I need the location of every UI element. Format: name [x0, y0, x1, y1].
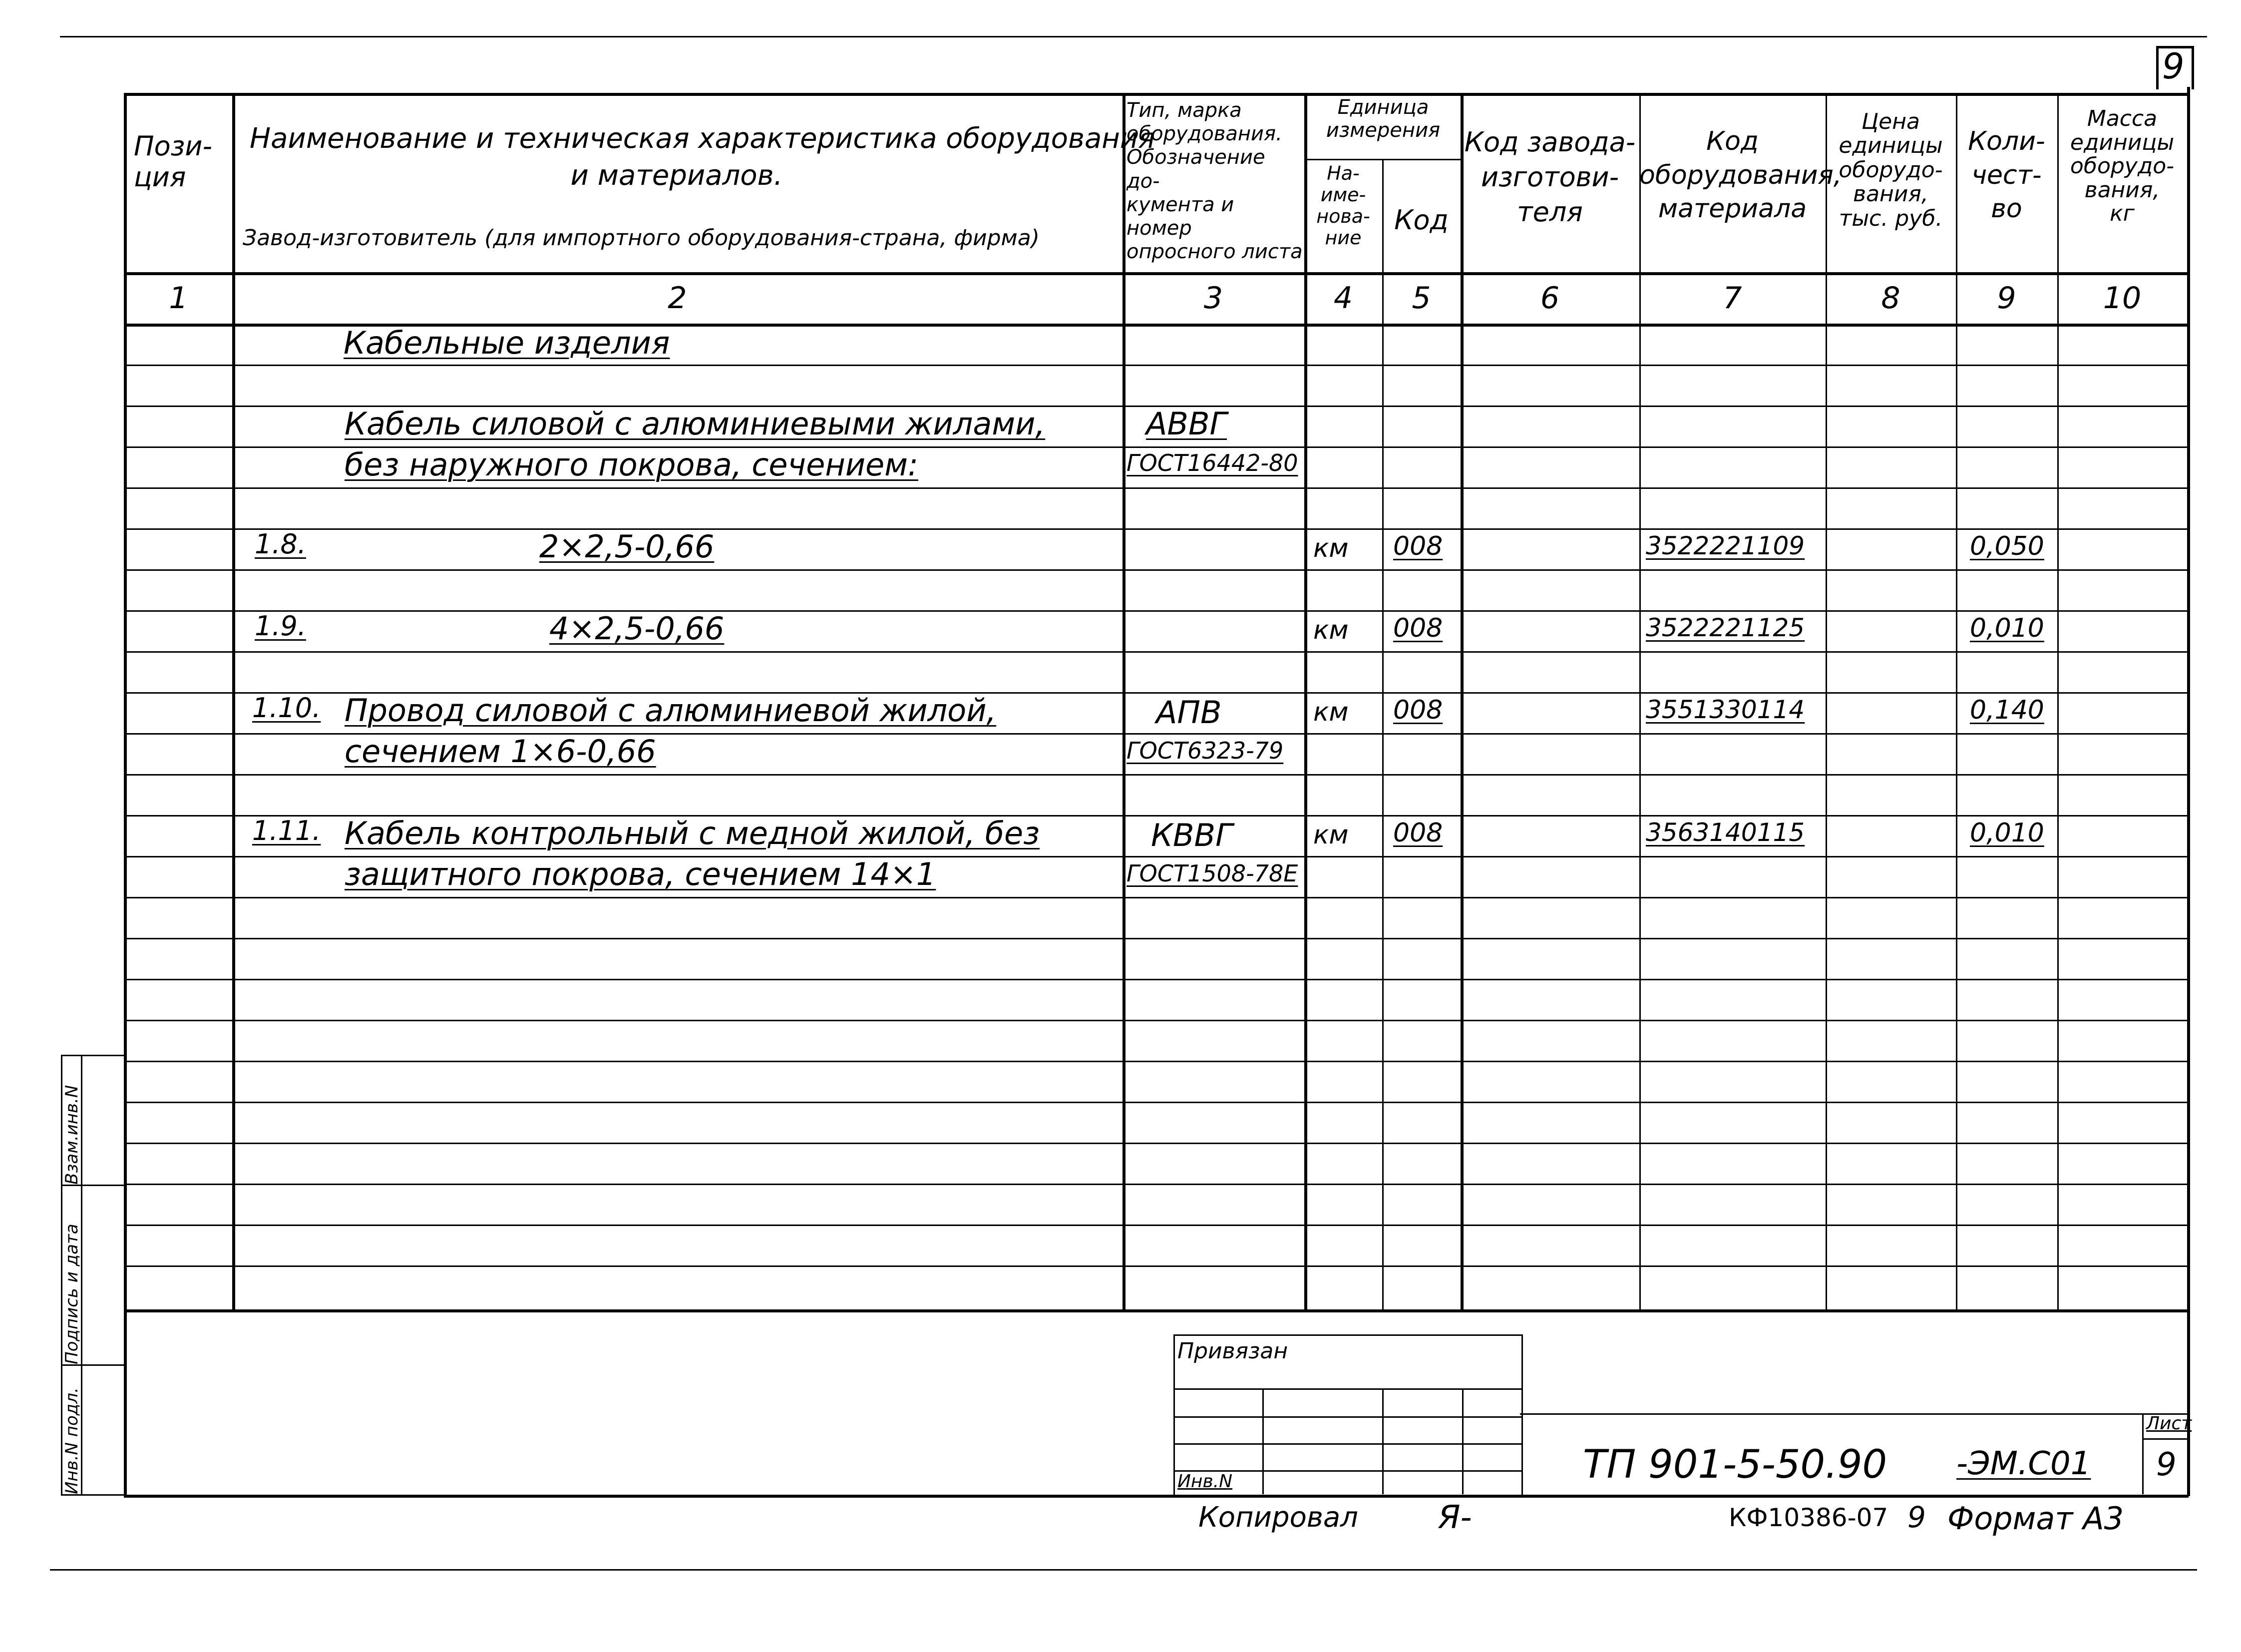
row-name: защитного покрова, сечением 14×1	[345, 856, 936, 892]
row-position: 1.9.	[255, 610, 307, 642]
row-line	[124, 1225, 2189, 1226]
frame-right	[2187, 87, 2190, 1496]
row-quantity: 0,140	[1970, 695, 2044, 725]
header-unit-code: Код	[1394, 204, 1449, 236]
row-position: 1.8.	[255, 528, 307, 560]
document-code: ТП 901-5-50.90	[1583, 1442, 1887, 1487]
row-line	[124, 979, 2189, 980]
col-number-10: 10	[2103, 281, 2142, 316]
stamp-line	[1173, 1443, 1521, 1445]
header-mass: Масса единицы оборудо- вания, кг	[2070, 106, 2175, 227]
row-line	[124, 1020, 2189, 1021]
row-unit-code: 008	[1393, 613, 1443, 643]
col-number-5: 5	[1412, 281, 1431, 316]
row-name: сечением 1×6-0,66	[345, 733, 656, 770]
copier-signature: Я-	[1438, 1499, 1472, 1536]
sheet-list-number: 9	[2156, 1446, 2177, 1483]
order-number: КФ10386-07	[1729, 1503, 1888, 1532]
inv-label: Инв.N	[1177, 1471, 1233, 1492]
row-position: 1.10.	[252, 692, 321, 724]
row-name: Провод силовой с алюминиевой жилой,	[345, 692, 997, 729]
document-suffix: -ЭМ.С01	[1956, 1445, 2091, 1482]
frame-top	[124, 93, 2189, 96]
row-line	[124, 897, 2189, 898]
row-quantity: 0,010	[1970, 613, 2044, 643]
col-line-1	[232, 93, 235, 1311]
row-name: 4×2,5-0,66	[549, 610, 725, 647]
row-line	[124, 365, 2189, 366]
header-plant-code: Код завода- изготови- теля	[1464, 126, 1636, 228]
bind-stamp-label: Привязан	[1177, 1338, 1288, 1364]
row-equipment-code: 3522221109	[1646, 531, 1805, 560]
side-stamp-bottom	[61, 1494, 124, 1496]
sheet-list-label: Лист	[2146, 1413, 2192, 1434]
top-cut-line	[60, 36, 2207, 37]
col-line-4	[1382, 159, 1384, 1311]
col-line-7	[1826, 93, 1827, 1311]
row-type: ГОСТ16442-80	[1126, 449, 1298, 476]
col-number-6: 6	[1540, 281, 1560, 316]
row-name: 2×2,5-0,66	[539, 528, 715, 565]
header-equipment-code: Код оборудования, материала	[1639, 126, 1842, 224]
header-type: Тип, марка оборудования. Обозначение до- кумента и номер опросного листа	[1126, 99, 1303, 264]
row-type: ГОСТ1508-78Е	[1126, 860, 1298, 887]
row-line	[124, 610, 2189, 612]
sheet-format: Формат А3	[1947, 1500, 2124, 1537]
row-line	[124, 938, 2189, 939]
row-equipment-code: 3563140115	[1646, 818, 1805, 847]
side-stamp-sep	[61, 1185, 124, 1186]
row-unit: км	[1313, 615, 1349, 645]
col-line-3	[1304, 93, 1307, 1311]
col-number-3: 3	[1203, 281, 1223, 316]
row-name: Кабель контрольный с медной жилой, без	[345, 815, 1040, 851]
row-quantity: 0,010	[1970, 818, 2044, 848]
header-unit-name: На- име- нова- ние	[1316, 162, 1370, 249]
col-number-7: 7	[1723, 281, 1742, 316]
stamp-line	[1382, 1388, 1384, 1494]
list-col-line	[2142, 1413, 2144, 1494]
section-title: Кабельные изделия	[344, 325, 670, 361]
row-line	[124, 487, 2189, 489]
row-name: без наружного покрова, сечением:	[345, 446, 918, 483]
header-unit-group: Единица измерения	[1326, 96, 1441, 142]
header-quantity: Коли- чест- во	[1968, 126, 2045, 224]
row-unit: км	[1313, 820, 1349, 850]
row-type: АВВГ	[1146, 406, 1227, 442]
col-number-4: 4	[1333, 281, 1353, 316]
col-number-8: 8	[1881, 281, 1900, 316]
frame-bottom	[124, 1495, 2189, 1498]
row-unit: км	[1313, 533, 1349, 563]
side-stamp-sep	[61, 1364, 124, 1366]
row-type: АПВ	[1156, 694, 1222, 731]
row-unit-code: 008	[1393, 695, 1443, 725]
bottom-cut-line	[50, 1569, 2197, 1571]
copied-by-label: Копировал	[1198, 1501, 1358, 1534]
header-name-line3: Завод-изготовитель (для импортного оборудования-страна, фирма)	[243, 225, 1040, 251]
row-line	[124, 774, 2189, 776]
row-line	[124, 1143, 2189, 1144]
col-line-9	[2057, 93, 2059, 1311]
row-equipment-code: 3551330114	[1646, 695, 1805, 724]
stamp-line	[1173, 1388, 1521, 1390]
col-line-8	[1956, 93, 1957, 1311]
row-position: 1.11.	[252, 815, 321, 846]
unit-group-line	[1304, 159, 1461, 160]
row-unit-code: 008	[1393, 531, 1443, 561]
row-line	[124, 651, 2189, 653]
corner-sheet-number: 9	[2162, 46, 2185, 87]
stamp-line	[1262, 1388, 1264, 1494]
stamp-line	[1173, 1416, 1521, 1418]
row-unit-code: 008	[1393, 818, 1443, 848]
row-equipment-code: 3522221125	[1646, 613, 1805, 642]
row-line	[124, 569, 2189, 571]
header-name-line2: и материалов.	[570, 159, 783, 192]
row-unit: км	[1313, 697, 1349, 727]
row-line	[124, 1184, 2189, 1185]
col-number-2: 2	[668, 281, 687, 316]
side-stamp-top	[61, 1055, 124, 1056]
col-line-2	[1122, 93, 1125, 1311]
row-line	[124, 1265, 2189, 1267]
row-quantity: 0,050	[1970, 531, 2044, 561]
header-bottom-line	[124, 272, 2189, 275]
row-line	[124, 528, 2189, 530]
col-number-9: 9	[1997, 281, 2016, 316]
col-number-1: 1	[169, 281, 188, 316]
row-line	[124, 1102, 2189, 1103]
title-block-top	[1520, 1413, 2189, 1415]
list-label-line	[2142, 1438, 2189, 1440]
stamp-line	[1462, 1388, 1464, 1494]
order-sheet-number: 9	[1907, 1500, 1926, 1534]
table-bottom-line	[124, 1309, 2189, 1312]
row-name: Кабель силовой с алюминиевыми жилами,	[345, 406, 1046, 442]
col-line-5	[1461, 93, 1464, 1311]
row-type: ГОСТ6323-79	[1126, 737, 1284, 764]
header-name-line1: Наименование и техническая характеристика оборудования	[250, 122, 1155, 155]
col-line-6	[1639, 93, 1641, 1311]
row-type: КВВГ	[1151, 817, 1233, 853]
header-price: Цена единицы оборудо- вания, тыс. руб.	[1839, 109, 1943, 231]
row-line	[124, 1061, 2189, 1062]
header-position: Пози- ция	[134, 130, 212, 193]
